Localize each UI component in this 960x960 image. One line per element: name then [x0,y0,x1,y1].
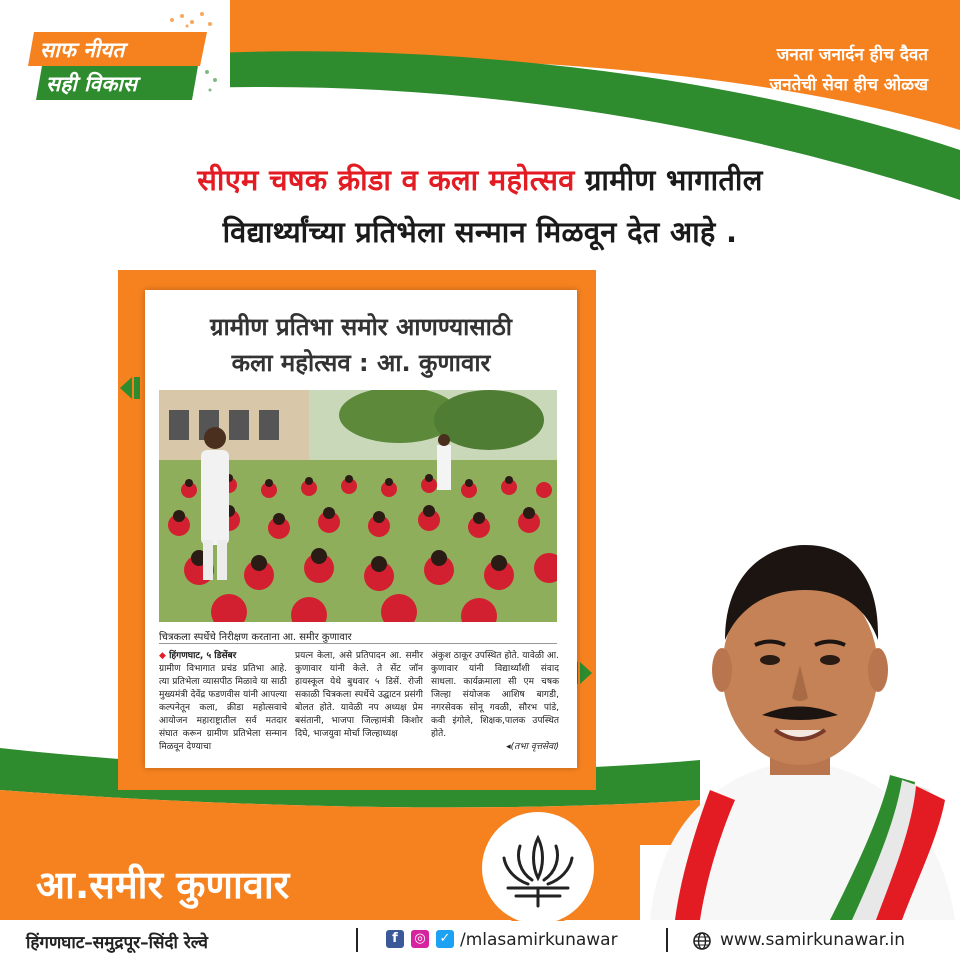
news-column-1-text: ग्रामीण विभागात प्रचंड प्रतिभा आहे. त्या प्रतिभेला व्यासपीठ मिळावे या साठी मुख्यमंत्री देवेंद्र फडणवीस यांनी आपल्या कल्पनेतून कला, क्रीडा महोत्सवाचे आयोजन महाराष्ट्रातील सर्व मतदार संघात करून ग्रामीण प्रतिभेला सन्मान मिळवून देण्याचा [159,664,287,752]
news-column-1: ◆ हिंगणघाट, ५ डिसेंबर ग्रामीण विभागात प्रचंड प्रतिभा आहे. त्या प्रतिभेला व्यासपीठ मिळावे या साठी मुख्यमंत्री देवेंद्र फडणवीस यांनी आपल्या कल्पनेतून कला, क्रीडा महोत्सवाचे आयोजन महाराष्ट्रातील सर्व मतदार संघात करून ग्रामीण प्रतिभेला सन्मान मिळवून देण्याचा [159,651,287,752]
news-dateline: हिंगणघाट, ५ डिसेंबर [169,651,237,661]
lotus-icon [494,826,582,910]
tagline-line-1: जनता जनार्दन हीच दैवत [776,45,928,65]
headline-highlight: सीएम चषक क्रीडा व कला महोत्सव [197,163,575,197]
footer-constituency: हिंगणघाट–समुद्रपूर–सिंदी रेल्वे [26,933,208,953]
slogan-line-2: सही विकास [46,72,137,96]
slogan-line-1: साफ नीयत [40,38,125,62]
newspaper-clipping [145,290,577,768]
facebook-icon[interactable]: f [386,930,404,948]
tagline-line-2: जनतेची सेवा हीच ओळख [769,75,928,95]
portrait-photo [640,520,960,920]
news-column-2: प्रयत्न केला, असे प्रतिपादन आ. समीर कुणावार यांनी केले. ते सेंट जॉन हायस्कूल येथे बुधवार ५ डिसें. रोजी सकाळी चित्रकला स्पर्धेचे उद्घाटन प्रसंगी बोलत होते. यावेळी नप अध्यक्ष प्रेम बसंतानी, भाजपा जिल्हामंत्री किशोर दिघे, भाजयुवा मोर्चा जिल्हाध्यक्ष [295,651,423,739]
news-photo [159,390,557,622]
globe-icon [692,931,712,951]
news-headline-1: ग्रामीण प्रतिभा समोर आणण्यासाठी [209,313,512,341]
headline-line-1 [0,160,960,199]
news-headline-2: कला महोत्सव : आ. कुणावार [231,349,491,377]
twitter-icon[interactable]: ✓ [436,930,454,948]
lotus-logo [482,812,594,924]
website-link[interactable]: www.samirkunawar.in [720,930,906,950]
news-column-3-text: अंकुश ठाकूर उपस्थित होते. यावेळी आ. कुणावार यांनी विद्यार्थ्यांशी संवाद साधला. कार्यक्रमाला सी एम चषक जिल्हा संयोजक आशिष बागडी, नगरसेवक सोनू गवळी, सौरभ पांडे, कवी इंगोले, शिक्षक,पालक उपस्थित होते. [431,651,559,739]
headline-line1-rest: ग्रामीण भागातील [574,163,763,197]
news-rule [159,643,557,644]
news-credit: ◂(तभा वृत्तसेवा) [506,742,559,752]
left-arrow-decoration [120,375,142,401]
instagram-icon[interactable]: ◎ [411,930,429,948]
leader-name: आ.समीर कुणावार [36,863,290,907]
news-photo-caption: चित्रकला स्पर्धेचे निरीक्षण करताना आ. समीर कुणावार [159,632,352,643]
footer-divider-1 [356,928,358,952]
footer-divider-2 [666,928,668,952]
news-column-3 [431,650,559,754]
social-handle[interactable]: /mlasamirkunawar [460,930,618,950]
headline-line-2: विद्यार्थ्यांच्या प्रतिभेला सन्मान मिळवून देत आहे . [222,215,738,249]
